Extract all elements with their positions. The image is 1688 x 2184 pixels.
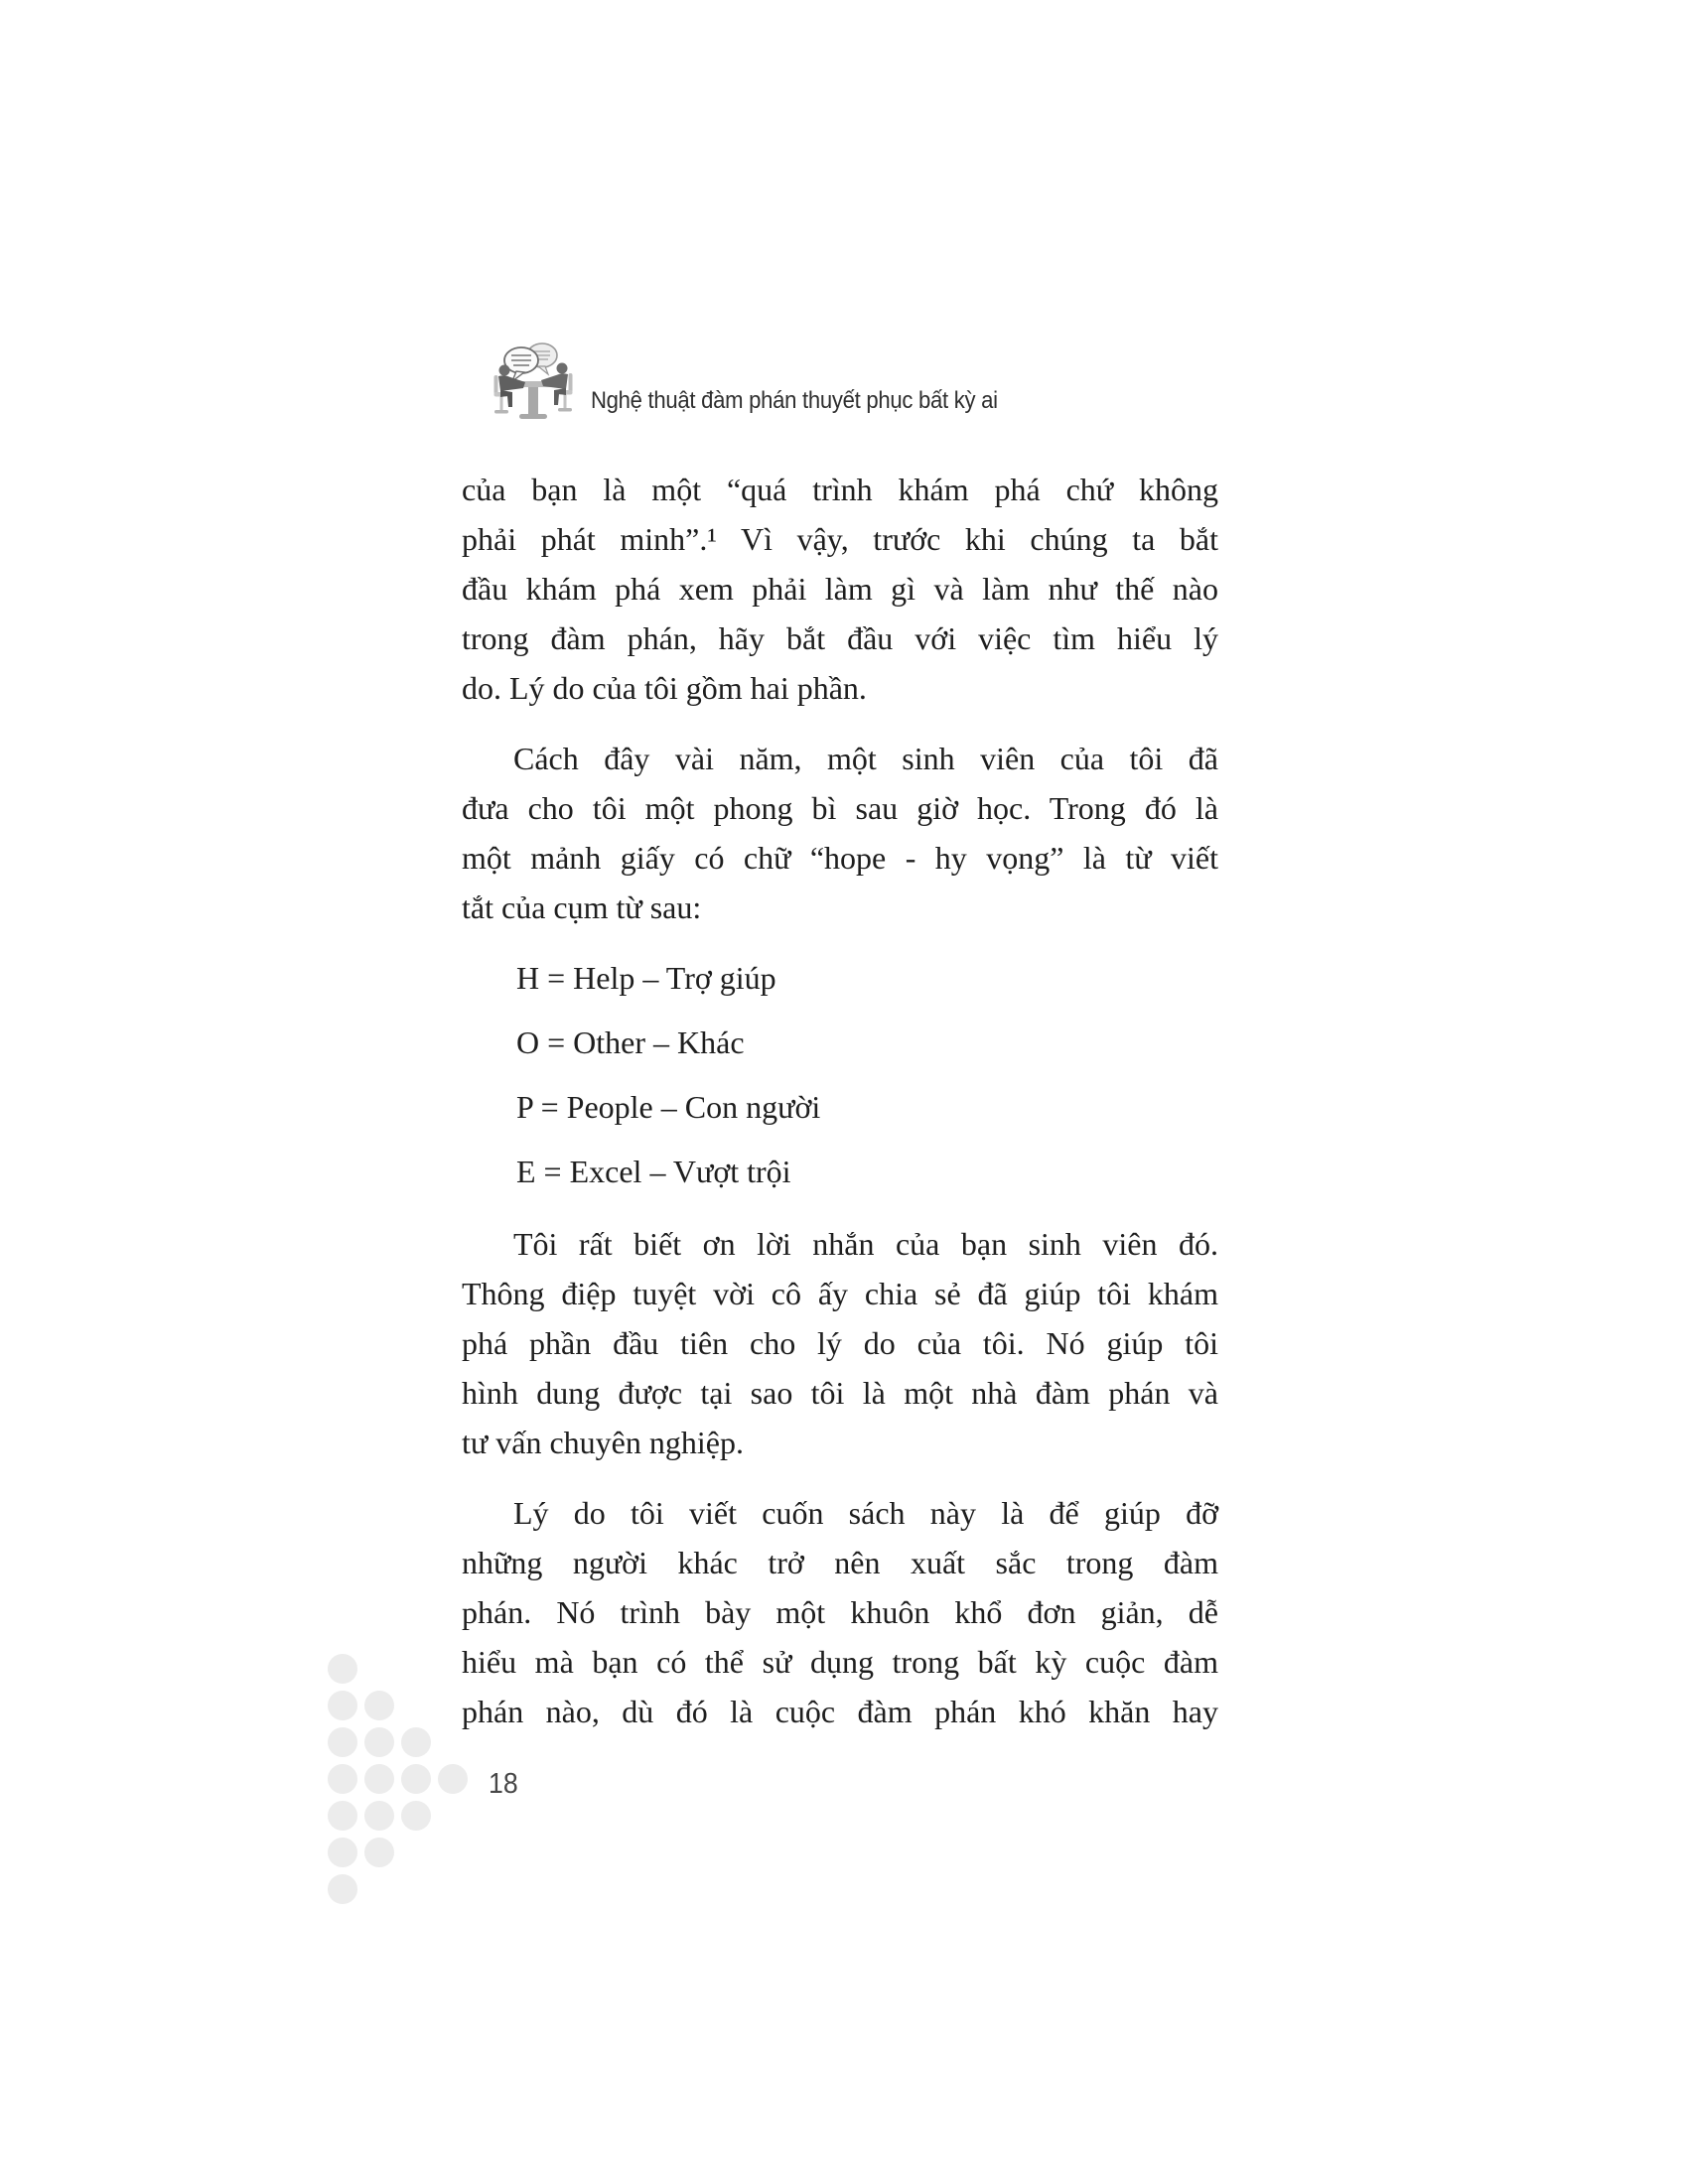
running-header-title: Nghệ thuật đàm phán thuyết phục bất kỳ ai	[591, 387, 998, 414]
text-line: do. Lý do của tôi gồm hai phần.	[462, 670, 867, 706]
text-line: phải phát minh”.¹ Vì vậy, trước khi chúng ta bắt	[462, 521, 1218, 557]
text-line: hình dung được tại sao tôi là một nhà đàm phán và	[462, 1375, 1218, 1411]
text-line: phá phần đầu tiên cho lý do của tôi. Nó giúp tôi	[462, 1325, 1218, 1361]
text-line: đầu khám phá xem phải làm gì và làm như thế nào	[462, 571, 1218, 607]
decorative-dot	[328, 1727, 357, 1757]
paragraph	[462, 1488, 1218, 1736]
list-item: E = Excel – Vượt trội	[516, 1154, 791, 1189]
decorative-dot	[328, 1691, 357, 1720]
decorative-dot	[328, 1654, 357, 1684]
list-item: O = Other – Khác	[516, 1024, 745, 1060]
paragraph	[462, 1219, 1218, 1467]
decorative-dot	[328, 1874, 357, 1904]
decorative-dot	[364, 1727, 394, 1757]
text-line: phán. Nó trình bày một khuôn khổ đơn giản, dễ	[462, 1594, 1218, 1630]
negotiation-people-icon	[493, 340, 573, 429]
decorative-dot	[438, 1764, 468, 1794]
text-line: Cách đây vài năm, một sinh viên của tôi đã	[513, 741, 1218, 776]
page-number: 18	[489, 1768, 518, 1800]
text-line: hiểu mà bạn có thể sử dụng trong bất kỳ cuộc đàm	[462, 1644, 1218, 1680]
body-text	[462, 465, 1218, 1757]
decorative-dot	[401, 1727, 431, 1757]
text-line: Lý do tôi viết cuốn sách này là để giúp đỡ	[513, 1495, 1218, 1531]
decorative-dot	[401, 1801, 431, 1831]
decorative-dot	[328, 1801, 357, 1831]
text-line: đưa cho tôi một phong bì sau giờ học. Trong đó là	[462, 790, 1218, 826]
text-line: Thông điệp tuyệt vời cô ấy chia sẻ đã giúp tôi khám	[462, 1276, 1218, 1311]
decorative-dot	[401, 1764, 431, 1794]
decorative-dot	[364, 1838, 394, 1867]
text-line: Tôi rất biết ơn lời nhắn của bạn sinh viên đó.	[513, 1226, 1218, 1262]
text-line: tắt của cụm từ sau:	[462, 889, 702, 925]
text-line: của bạn là một “quá trình khám phá chứ không	[462, 472, 1218, 507]
decorative-dot	[328, 1838, 357, 1867]
text-line: một mảnh giấy có chữ “hope - hy vọng” là từ viết	[462, 840, 1218, 876]
paragraph	[462, 465, 1218, 713]
decorative-dot	[328, 1764, 357, 1794]
running-header	[493, 340, 1033, 429]
list-item: H = Help – Trợ giúp	[516, 960, 776, 996]
list-item: P = People – Con người	[516, 1089, 821, 1125]
paragraph	[462, 734, 1218, 932]
text-line: phán nào, dù đó là cuộc đàm phán khó khăn hay	[462, 1694, 1218, 1729]
decorative-dot	[364, 1691, 394, 1720]
decorative-dot	[364, 1801, 394, 1831]
text-line: tư vấn chuyên nghiệp.	[462, 1425, 744, 1460]
text-line: trong đàm phán, hãy bắt đầu với việc tìm hiểu lý	[462, 620, 1218, 656]
abbreviation-list	[462, 953, 1218, 1196]
decorative-dot	[364, 1764, 394, 1794]
text-line: những người khác trở nên xuất sắc trong đàm	[462, 1545, 1218, 1580]
